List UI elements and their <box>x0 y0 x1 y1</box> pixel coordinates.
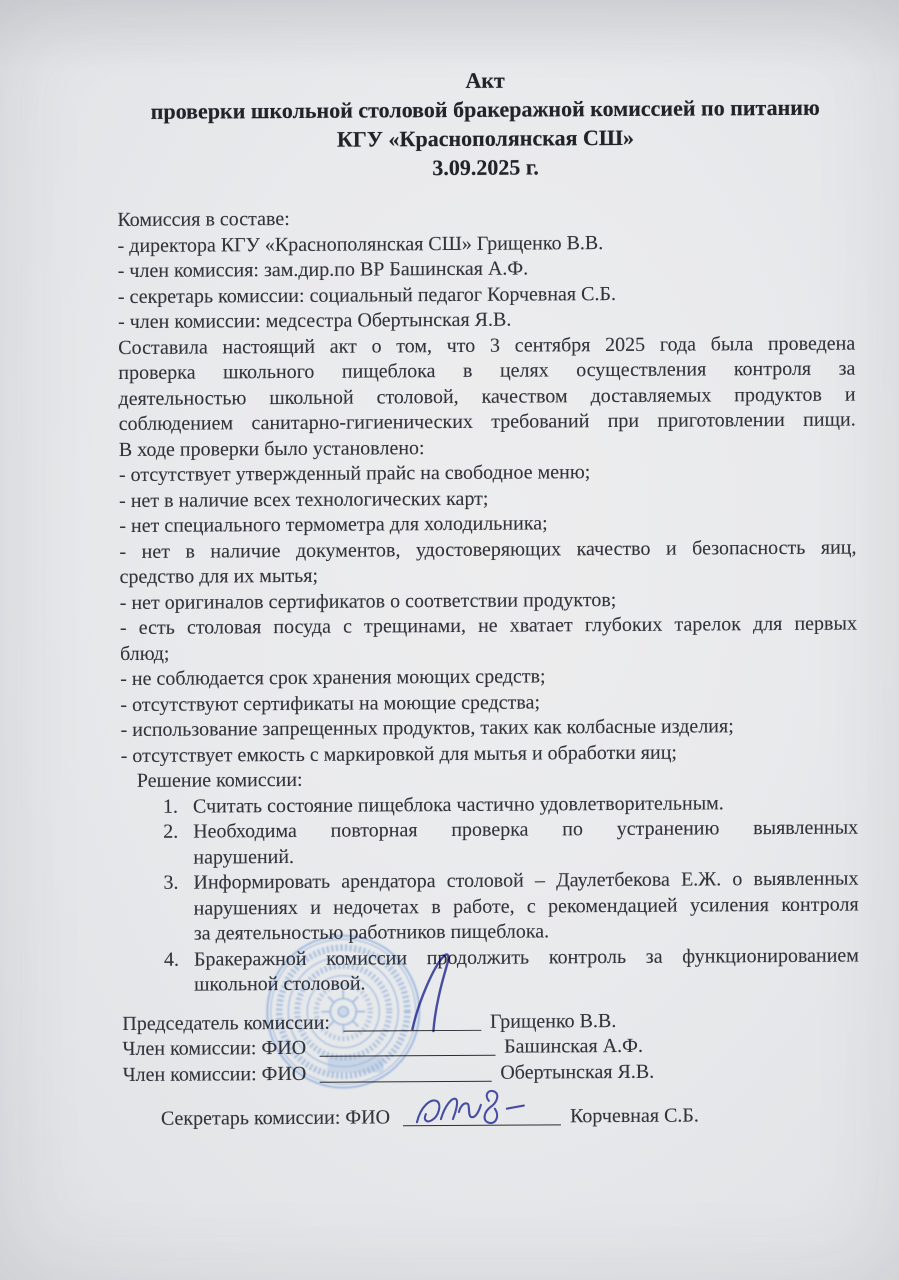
text-line: проверка школьного пищеблока в целях осуществления контроля за <box>118 357 856 385</box>
text-line: средство для их мытья; <box>119 564 319 589</box>
text-line: - использование запрещенных продуктов, таких как колбасные изделия; <box>120 715 734 742</box>
list-number: 1. <box>162 795 179 818</box>
text-line: - нет оригиналов сертификатов о соответствии продуктов; <box>119 588 617 614</box>
title-line: КГУ «Краснополянская СШ» <box>336 124 635 152</box>
text-line: 1. Считать состояние пищеблока частично удовлетворительным. <box>121 790 858 820</box>
signature-name: Башинская А.Ф. <box>504 1034 643 1058</box>
signature-label: Член комиссии: ФИО <box>122 1036 307 1061</box>
text-line: - нет в наличие всех технологических карт; <box>119 487 489 512</box>
text-line: школьной столовой. <box>194 972 366 996</box>
list-number: 3. <box>163 871 179 894</box>
text-line: - член комиссии: медсестра Обертынская Я.В. <box>117 308 512 334</box>
secretary-signature <box>411 1088 531 1134</box>
title-line: Акт <box>465 67 505 93</box>
text-line: 3. Информировать арендатора столовой – Даулетбекова Е.Ж. о выявленных <box>121 867 858 897</box>
text-line: за деятельностью работников пищеблока. <box>193 920 550 945</box>
text-line: - не соблюдается срок хранения моющих средств; <box>120 665 546 691</box>
signature-name: Грищенко В.В. <box>489 1009 617 1033</box>
chairman-signature <box>400 945 471 1040</box>
text-line: - нет в наличие документов, удостоверяющих качество и безопасность яиц, <box>119 536 857 563</box>
text-line: - секретарь комиссии: социальный педагог Корчевная С.Б. <box>117 282 616 308</box>
text-line: нарушений. <box>193 845 295 869</box>
text-line: - нет специального термометра для холодильника; <box>119 512 548 538</box>
text-line: - отсутствует утвержденный прайс на свободное меню; <box>118 461 591 487</box>
signature-name: Обертынская Я.В. <box>500 1060 655 1084</box>
signature-row <box>123 1058 860 1088</box>
title-line: 3.09.2025 г. <box>432 154 539 181</box>
text-line: Решение комиссии: <box>136 768 303 792</box>
text-line: - отсутствуют сертификаты на моющие средства; <box>120 690 541 716</box>
text-line: В ходе проверки было установлено: <box>118 436 425 461</box>
text-line: соблюдением санитарно-гигиенических требований при приготовлении пищи. <box>118 408 856 436</box>
text-line: Составила настоящий акт о том, что 3 сентября 2025 года была проведена <box>118 332 856 359</box>
text-line: блюд; <box>120 642 170 665</box>
text-line: 4. Бракеражной комиссии продолжить контроль за функционированием <box>122 943 859 973</box>
document-body <box>117 204 859 999</box>
text-line: - член комиссия: зам.дир.по ВР Башинская А.Ф. <box>117 257 529 283</box>
text-line: деятельностью школьной столовой, качеством доставляемых продуктов и <box>118 383 856 410</box>
title-line: проверки школьной столовой бракеражной комиссией по питанию <box>150 94 820 124</box>
signature-label: Член комиссии: ФИО <box>122 1062 307 1086</box>
text-line: нарушениях и недочетах в работе, с рекомендацией усиления контроля <box>193 893 859 920</box>
list-number: 2. <box>163 820 179 843</box>
text-line: - директора КГУ «Краснополянская СШ» Грищенко В.В. <box>117 231 604 257</box>
signature-name: Корчевная С.Б. <box>569 1104 699 1128</box>
text-line: 2. Необходима повторная проверка по устранению выявленных <box>121 816 858 846</box>
document-title <box>116 64 854 184</box>
text-line: - есть столовая посуда с трещинами, не хватает глубоких тарелок для первых <box>119 612 857 640</box>
text-line: - отсутствует емкость с маркировкой для мытья и обработки яиц; <box>120 741 677 767</box>
list-number: 4. <box>163 948 180 971</box>
signature-label: Секретарь комиссии: ФИО <box>160 1106 391 1130</box>
signature-label: Председатель комиссии: <box>122 1011 331 1035</box>
text-line: Комиссия в составе: <box>117 207 290 232</box>
